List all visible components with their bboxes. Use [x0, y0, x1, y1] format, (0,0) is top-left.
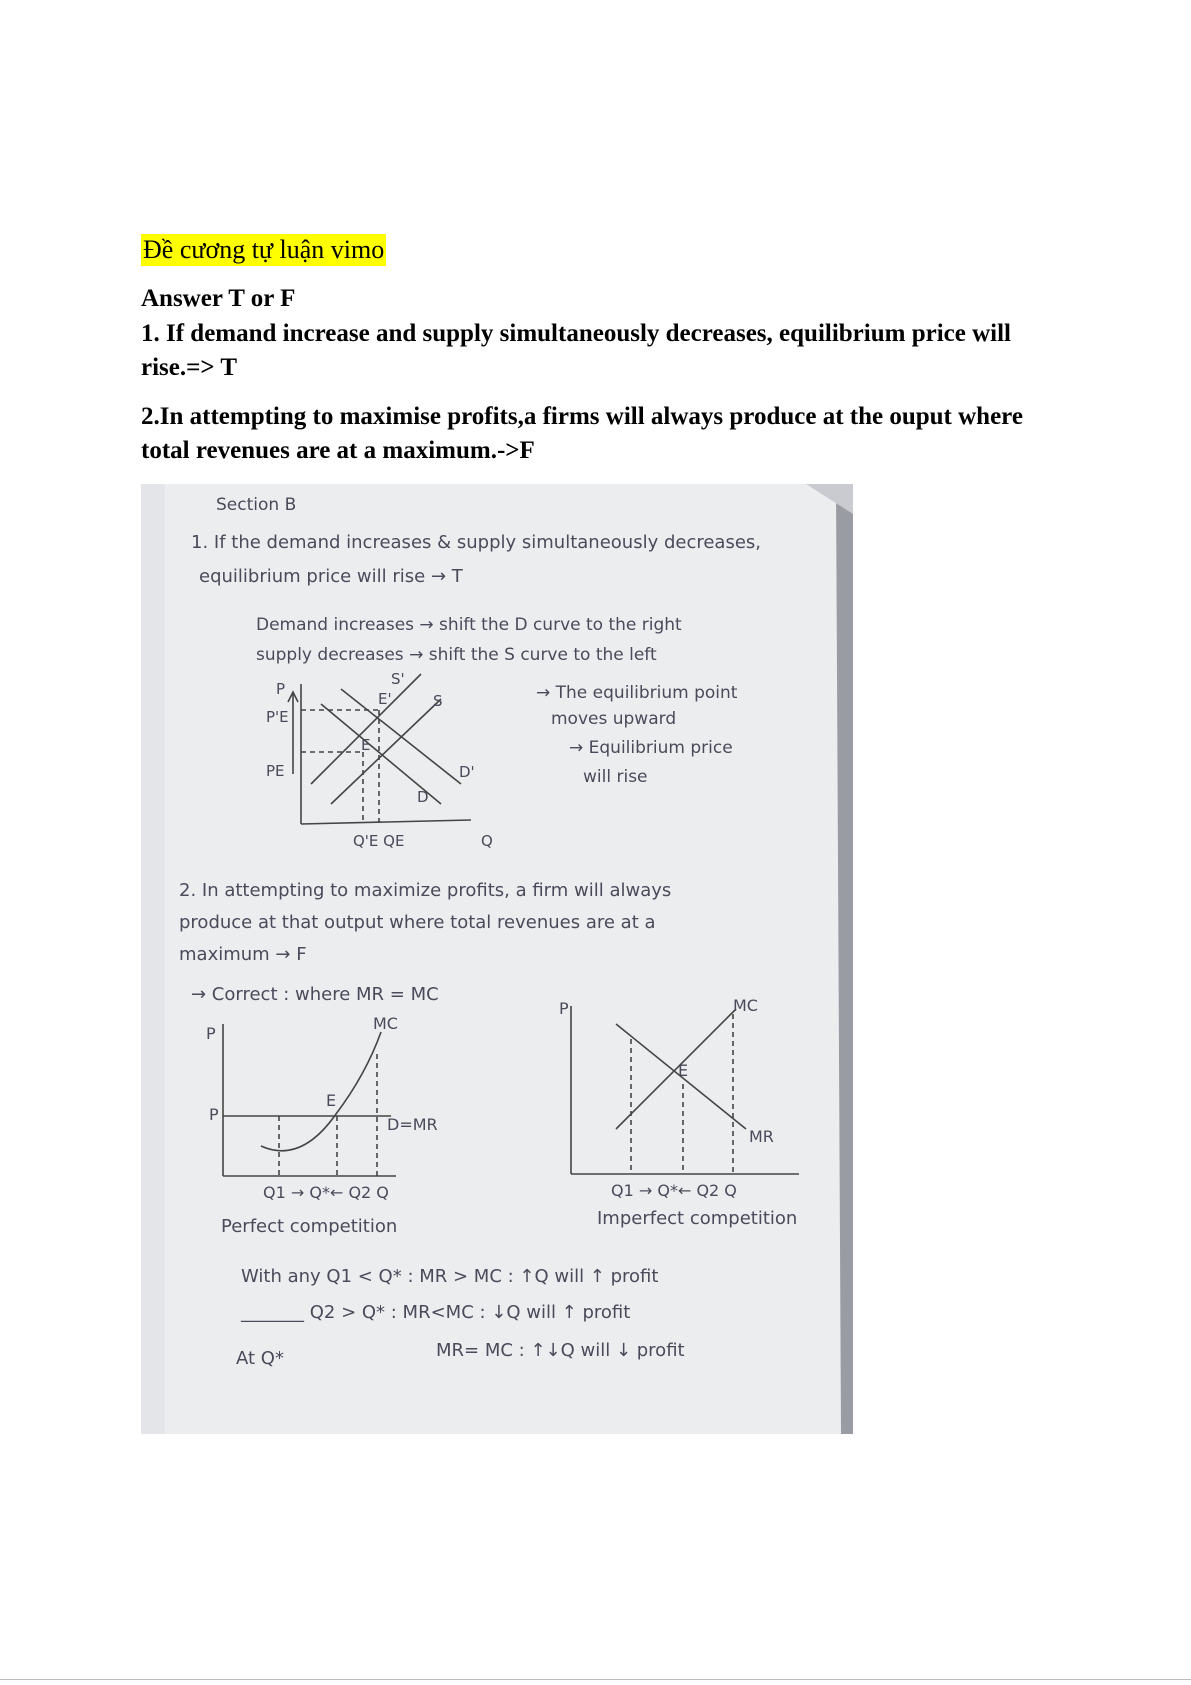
g2-p-price: P: [209, 1105, 219, 1124]
g2-mc-label: MC: [373, 1014, 398, 1033]
handwritten-notes-photo: [141, 484, 853, 1434]
photo-q2-line1: 2. In attempting to maximize profits, a firm will always: [179, 880, 672, 901]
g3-p-axis: P: [559, 999, 569, 1018]
g3-caption: Imperfect competition: [597, 1208, 798, 1229]
photo-result-3: → Equilibrium price: [569, 738, 733, 758]
photo-q1-line2: equilibrium price will rise → T: [199, 566, 463, 587]
g3-e-label: E: [678, 1061, 689, 1080]
photo-rule-2: _______ Q2 > Q* : MR<MC : ↓Q will ↑ profit: [241, 1302, 631, 1323]
g1-d-label: D: [417, 788, 429, 806]
photo-rule-3b: MR= MC : ↑↓Q will ↓ profit: [436, 1340, 685, 1361]
g1-s2-label: S': [391, 670, 405, 688]
photo-rule-3a: At Q*: [236, 1348, 284, 1369]
section-heading: Answer T or F: [141, 285, 296, 312]
g1-p-label: P: [276, 680, 286, 698]
photo-result-1: → The equilibrium point: [536, 683, 738, 703]
photo-result-4: will rise: [583, 767, 648, 787]
photo-rule-1: With any Q1 < Q* : MR > MC : ↑Q will ↑ profit: [241, 1266, 659, 1287]
g1-qe-label: Q'E QE: [353, 832, 405, 850]
g3-q-axis: Q1 → Q*← Q2 Q: [611, 1181, 737, 1200]
question-1: 1. If demand increase and supply simultaneously decreases, equilibrium price will rise.=> T: [141, 320, 1011, 381]
photo-demand-note: Demand increases → shift the D curve to the right: [256, 615, 682, 635]
question-2: 2.In attempting to maximise profits,a firms will always produce at the ouput where total revenues are at a maximum.->F: [141, 403, 1023, 464]
photo-q2-line2: produce at that output where total revenues are at a: [179, 912, 656, 933]
g1-d2-label: D': [459, 763, 475, 781]
page-bottom-rule: [0, 1679, 1191, 1680]
g2-dmr-label: D=MR: [387, 1115, 438, 1134]
g1-q-label: Q: [481, 832, 493, 850]
g1-s-label: S: [433, 692, 443, 710]
photo-supply-note: supply decreases → shift the S curve to the left: [256, 645, 657, 665]
g1-pe-label: PE: [266, 762, 285, 780]
document-title: Đề cương tự luận vimo: [143, 235, 385, 264]
g2-caption: Perfect competition: [221, 1216, 398, 1237]
g1-e2-label: E': [378, 690, 392, 708]
g3-mr-label: MR: [749, 1127, 774, 1146]
photo-q2-line3: maximum → F: [179, 944, 307, 965]
photo-section-label: Section B: [216, 495, 297, 515]
g1-e-label: E: [361, 736, 371, 754]
photo-q1-line1: 1. If the demand increases & supply simultaneously decreases,: [191, 532, 762, 553]
photo-correct-note: → Correct : where MR = MC: [191, 984, 439, 1005]
g2-q-axis: Q1 → Q*← Q2 Q: [263, 1183, 389, 1202]
g2-p-axis: P: [206, 1024, 216, 1043]
photo-result-2: moves upward: [551, 709, 677, 729]
g2-e-label: E: [326, 1091, 337, 1110]
g3-mc-label: MC: [733, 996, 758, 1015]
g1-pe2-label: P'E: [266, 708, 289, 726]
